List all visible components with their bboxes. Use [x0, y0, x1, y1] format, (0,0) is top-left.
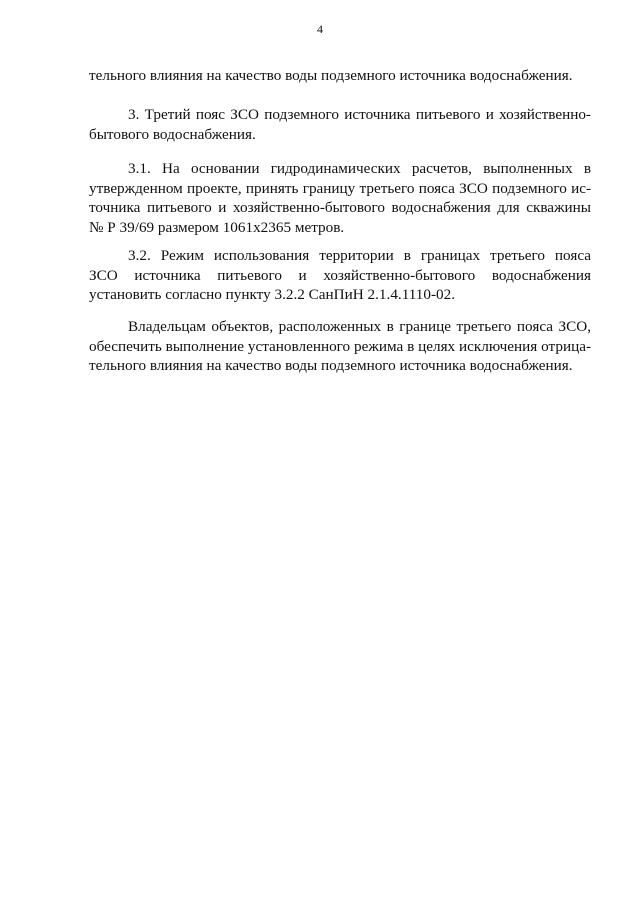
- paragraph-owners: [89, 317, 591, 376]
- text-line: утвержденном проекте, принять границу третьего пояса ЗСО подземного ис-: [89, 179, 591, 197]
- text-line: ЗСО источника питьевого и хозяйственно-бытового водоснабжения: [89, 266, 591, 284]
- text-line: обеспечить выполнение установленного режима в целях исключения отрица-: [89, 337, 591, 355]
- paragraph-section-3: [89, 105, 591, 144]
- text-line: Владельцам объектов, расположенных в границе третьего пояса ЗСО,: [128, 318, 591, 335]
- text-line: тельного влияния на качество воды подземного источника водоснабжения.: [89, 357, 573, 374]
- paragraph-section-3-1: [89, 159, 591, 237]
- paragraph-section-3-2: [89, 246, 591, 305]
- text-line: 3.1. На основании гидродинамических расчетов, выполненных в: [128, 160, 591, 177]
- paragraph-continuation: [89, 66, 591, 86]
- text-line: бытового водоснабжения.: [89, 125, 256, 143]
- page-number: 4: [317, 22, 323, 36]
- text-line: установить согласно пункту 3.2.2 СанПиН 2.1.4.1110-02.: [89, 286, 455, 303]
- text-line: тельного влияния на качество воды подземного источника водоснабжения.: [89, 67, 573, 84]
- text-line: № Р 39/69 размером 1061х2365 метров.: [89, 218, 345, 236]
- text-line: 3. Третий пояс ЗСО подземного источника питьевого и хозяйственно-: [128, 106, 591, 123]
- text-line: 3.2. Режим использования территории в границах третьего пояса: [128, 247, 591, 264]
- text-line: точника питьевого и хозяйственно-бытового водоснабжения для скважины: [89, 199, 591, 216]
